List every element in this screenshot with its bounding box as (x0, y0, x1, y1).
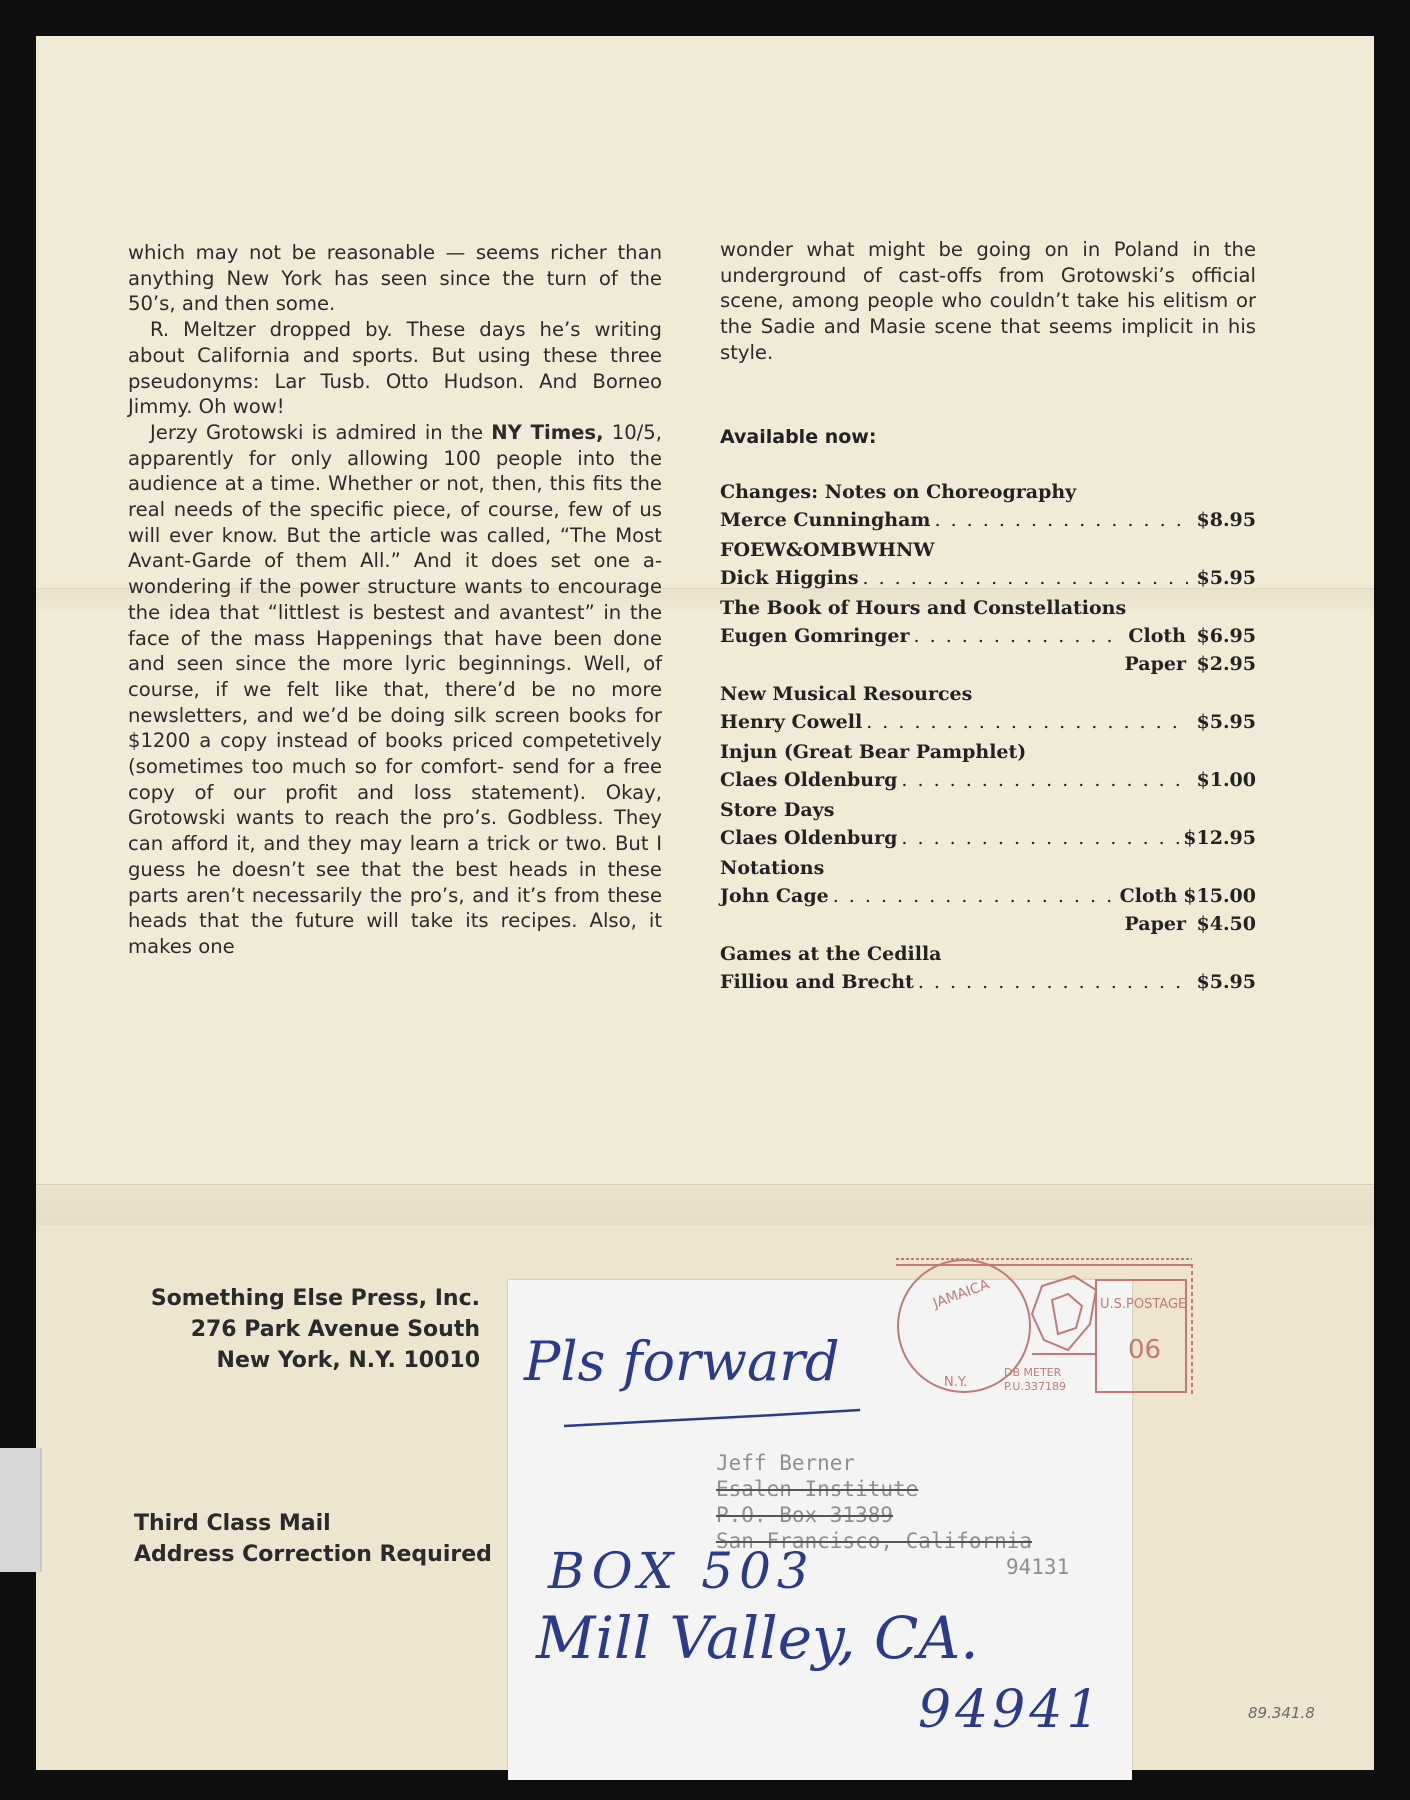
meter-state: N.Y. (944, 1375, 968, 1390)
book-title: Notations (720, 857, 825, 879)
book-price: $6.95 (1196, 625, 1256, 647)
book-author: Henry Cowell (720, 711, 863, 733)
paragraph: which may not be reasonable — seems richer than anything New York has seen since the turn of the 50’s, and then some. (128, 241, 662, 316)
book-title: The Book of Hours and Constellations (720, 597, 1127, 619)
handwritten-note: Pls forward (524, 1330, 840, 1393)
paragraph: Jerzy Grotowski is admired in the NY Times, 10/5, apparently for only allowing 100 people into the audience at a time. Whether or not, then, this fits the real needs of the specific piece, of course, few of us will ever know. But the article was called, “The Most Avant-Garde of them All.” And it does set one a-wondering if the power structure wants to encourage the idea that “littlest is bestest and avantest” in the face of the mass Happenings that have been done and seen since the more lyric beginnings. Well, of course, if we felt like that, there’d be no more newsletters, and we’d be doing silk screen books for $1200 a copy instead of books priced competetively (sometimes too much so for comfort- send for a free copy of our profit and loss statement). Okay, Grotowski wants to reach the pro’s. Godbless. They can afford it, and they may learn a trick or two. But I guess he doesn’t see that the best heads in these parts aren’t necessarily the pro’s, and it’s from these heads that the future will take its recipes. Also, it makes one (128, 420, 662, 958)
sender-city: New York, N.Y. 10010 (216, 1348, 480, 1373)
typed-line: P.O. Box 31389 (716, 1503, 894, 1527)
catalog-item (720, 478, 1256, 534)
book-title: FOEW&OMBWHNW (720, 539, 935, 561)
meter-type: DB METER (1004, 1366, 1062, 1379)
book-edition: Paper (1124, 653, 1186, 675)
book-title: Store Days (720, 799, 835, 821)
book-price: $5.95 (1196, 971, 1256, 993)
book-catalog (720, 426, 1256, 996)
catalog-item (720, 680, 1256, 736)
typed-line: Esalen Institute (716, 1477, 919, 1501)
book-author: Claes Oldenburg (720, 769, 898, 791)
paragraph: R. Meltzer dropped by. These days he’s writing about California and sports. But using these three pseudonyms: Lar Tusb. Otto Hudson. And Borneo Jimmy. Oh wow! (128, 318, 662, 419)
typed-line: Jeff Berner (716, 1451, 856, 1475)
right-text-column (720, 237, 1256, 366)
book-author: Dick Higgins (720, 567, 859, 589)
book-edition: Cloth (1128, 625, 1186, 647)
book-price: $8.95 (1196, 509, 1256, 531)
catalog-item (720, 796, 1256, 852)
sender-name: Something Else Press, Inc. (150, 1286, 480, 1311)
catalog-item (720, 594, 1256, 678)
book-price: $4.50 (1196, 913, 1256, 935)
book-price: $15.00 (1183, 885, 1256, 907)
catalog-heading: Available now: (720, 426, 877, 448)
meter-city: JAMAICA (931, 1276, 992, 1312)
book-author: Eugen Gomringer (720, 625, 910, 647)
book-title: Changes: Notes on Choreography (720, 481, 1077, 503)
meter-number: P.U.337189 (1004, 1380, 1066, 1393)
handwritten-line: 94941 (918, 1680, 1104, 1740)
typed-line: San Francisco, California (716, 1529, 1033, 1553)
return-address (151, 1283, 480, 1376)
handwritten-line: Mill Valley, CA. (536, 1604, 979, 1672)
book-price: $12.95 (1183, 827, 1256, 849)
left-text-column (128, 240, 662, 960)
handwritten-line: BOX 503 (548, 1542, 815, 1600)
book-edition: Paper (1124, 913, 1186, 935)
book-price: $5.95 (1196, 567, 1256, 589)
archive-catalog-number: 89.341.8 (1248, 1704, 1315, 1722)
book-author: Claes Oldenburg (720, 827, 898, 849)
catalog-item (720, 536, 1256, 592)
book-title: New Musical Resources (720, 683, 973, 705)
tape-strip (0, 1448, 42, 1572)
catalog-item (720, 738, 1256, 794)
catalog-item (720, 854, 1256, 938)
sender-street: 276 Park Avenue South (190, 1317, 480, 1342)
mail-class-notice: Third Class Mail Address Correction Required (134, 1511, 492, 1567)
book-price: $5.95 (1196, 711, 1256, 733)
book-author: John Cage (720, 885, 829, 907)
book-author: Merce Cunningham (720, 509, 931, 531)
postage-meter-stamp (892, 1254, 1204, 1396)
meter-postage-label: U.S.POSTAGE (1100, 1297, 1187, 1312)
meter-amount: 06 (1128, 1335, 1162, 1365)
handwritten-underline (560, 1402, 870, 1442)
book-price: $2.95 (1196, 653, 1256, 675)
book-author: Filliou and Brecht (720, 971, 914, 993)
book-edition: Cloth (1119, 885, 1178, 907)
catalog-item (720, 940, 1256, 996)
book-price: $1.00 (1196, 769, 1256, 791)
typed-line: 94131 (1006, 1555, 1070, 1579)
book-title: Injun (Great Bear Pamphlet) (720, 741, 1027, 763)
paragraph: wonder what might be going on in Poland in the underground of cast-offs from Grotowski’s official scene, among people who couldn’t take his elitism or the Sadie and Masie scene that seems implicit in his style. (720, 238, 1256, 364)
fold-line (36, 1184, 1374, 1225)
book-title: Games at the Cedilla (720, 943, 942, 965)
